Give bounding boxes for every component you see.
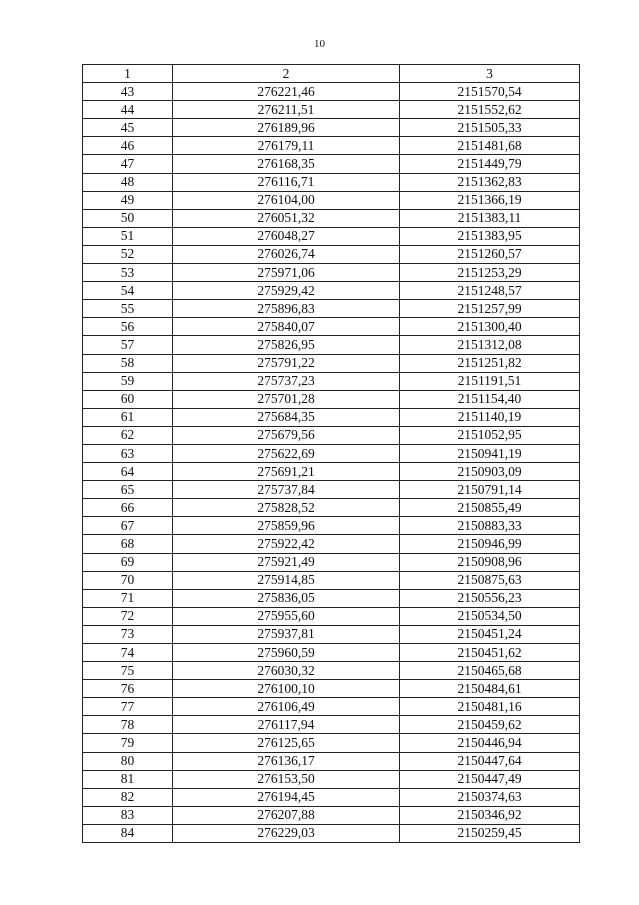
x-coordinate-cell: 275826,95 [173,336,400,354]
y-coordinate-cell: 2151362,83 [400,173,580,191]
x-coordinate-cell: 276117,94 [173,716,400,734]
table-row [83,191,580,209]
y-coordinate-cell: 2151449,79 [400,155,580,173]
table-row [83,336,580,354]
point-number-cell: 49 [83,191,173,209]
table-row [83,426,580,444]
table-row [83,535,580,553]
table-row [83,372,580,390]
point-number-cell: 79 [83,734,173,752]
point-number-cell: 64 [83,463,173,481]
x-coordinate-cell: 276153,50 [173,770,400,788]
point-number-cell: 80 [83,752,173,770]
table-row [83,155,580,173]
x-coordinate-cell: 275828,52 [173,499,400,517]
point-number-cell: 66 [83,499,173,517]
x-coordinate-cell: 276125,65 [173,734,400,752]
y-coordinate-cell: 2151191,51 [400,372,580,390]
table-row [83,698,580,716]
header-cell-y: 3 [400,65,580,83]
x-coordinate-cell: 275937,81 [173,625,400,643]
y-coordinate-cell: 2151481,68 [400,137,580,155]
x-coordinate-cell: 275960,59 [173,644,400,662]
y-coordinate-cell: 2150459,62 [400,716,580,734]
point-number-cell: 53 [83,264,173,282]
page-number: 10 [314,38,325,50]
y-coordinate-cell: 2151260,57 [400,245,580,263]
point-number-cell: 81 [83,770,173,788]
table-row [83,553,580,571]
y-coordinate-cell: 2150446,94 [400,734,580,752]
y-coordinate-cell: 2150447,49 [400,770,580,788]
point-number-cell: 44 [83,101,173,119]
y-coordinate-cell: 2150875,63 [400,571,580,589]
point-number-cell: 73 [83,625,173,643]
x-coordinate-cell: 276048,27 [173,227,400,245]
x-coordinate-cell: 275622,69 [173,444,400,462]
y-coordinate-cell: 2150903,09 [400,463,580,481]
table-row [83,625,580,643]
y-coordinate-cell: 2150883,33 [400,517,580,535]
x-coordinate-cell: 275737,84 [173,481,400,499]
coordinates-table [82,64,580,843]
point-number-cell: 72 [83,607,173,625]
header-cell-point: 1 [83,65,173,83]
point-number-cell: 58 [83,354,173,372]
point-number-cell: 48 [83,173,173,191]
x-coordinate-cell: 275836,05 [173,589,400,607]
point-number-cell: 47 [83,155,173,173]
point-number-cell: 45 [83,119,173,137]
x-coordinate-cell: 276051,32 [173,209,400,227]
table-row [83,390,580,408]
point-number-cell: 83 [83,806,173,824]
point-number-cell: 60 [83,390,173,408]
y-coordinate-cell: 2150941,19 [400,444,580,462]
y-coordinate-cell: 2150484,61 [400,680,580,698]
x-coordinate-cell: 276106,49 [173,698,400,716]
table-row [83,517,580,535]
table-header-row [83,65,580,83]
y-coordinate-cell: 2151552,62 [400,101,580,119]
point-number-cell: 67 [83,517,173,535]
point-number-cell: 43 [83,83,173,101]
x-coordinate-cell: 275701,28 [173,390,400,408]
point-number-cell: 55 [83,300,173,318]
table-row [83,300,580,318]
table-row [83,788,580,806]
point-number-cell: 76 [83,680,173,698]
point-number-cell: 51 [83,227,173,245]
point-number-cell: 57 [83,336,173,354]
table-row [83,318,580,336]
table-row [83,137,580,155]
point-number-cell: 50 [83,209,173,227]
table-row [83,716,580,734]
point-number-cell: 78 [83,716,173,734]
x-coordinate-cell: 276026,74 [173,245,400,263]
x-coordinate-cell: 275684,35 [173,408,400,426]
point-number-cell: 75 [83,662,173,680]
x-coordinate-cell: 276116,71 [173,173,400,191]
table-row [83,770,580,788]
table-body [83,65,580,843]
x-coordinate-cell: 275922,42 [173,535,400,553]
x-coordinate-cell: 275896,83 [173,300,400,318]
x-coordinate-cell: 276168,35 [173,155,400,173]
table-row [83,734,580,752]
point-number-cell: 46 [83,137,173,155]
point-number-cell: 70 [83,571,173,589]
y-coordinate-cell: 2150481,16 [400,698,580,716]
table-row [83,752,580,770]
point-number-cell: 54 [83,282,173,300]
point-number-cell: 68 [83,535,173,553]
y-coordinate-cell: 2151248,57 [400,282,580,300]
table-row [83,354,580,372]
x-coordinate-cell: 275955,60 [173,607,400,625]
x-coordinate-cell: 276211,51 [173,101,400,119]
x-coordinate-cell: 276179,11 [173,137,400,155]
table-row [83,444,580,462]
x-coordinate-cell: 276030,32 [173,662,400,680]
header-cell-x: 2 [173,65,400,83]
table-row [83,245,580,263]
table-row [83,408,580,426]
y-coordinate-cell: 2151505,33 [400,119,580,137]
y-coordinate-cell: 2151251,82 [400,354,580,372]
point-number-cell: 63 [83,444,173,462]
y-coordinate-cell: 2151253,29 [400,264,580,282]
point-number-cell: 71 [83,589,173,607]
x-coordinate-cell: 276100,10 [173,680,400,698]
y-coordinate-cell: 2150908,96 [400,553,580,571]
table-row [83,227,580,245]
x-coordinate-cell: 275971,06 [173,264,400,282]
y-coordinate-cell: 2150259,45 [400,824,580,842]
point-number-cell: 61 [83,408,173,426]
point-number-cell: 56 [83,318,173,336]
y-coordinate-cell: 2150465,68 [400,662,580,680]
x-coordinate-cell: 275737,23 [173,372,400,390]
point-number-cell: 65 [83,481,173,499]
table-row [83,680,580,698]
y-coordinate-cell: 2150556,23 [400,589,580,607]
x-coordinate-cell: 276189,96 [173,119,400,137]
y-coordinate-cell: 2150451,62 [400,644,580,662]
point-number-cell: 77 [83,698,173,716]
y-coordinate-cell: 2150451,24 [400,625,580,643]
x-coordinate-cell: 275840,07 [173,318,400,336]
table-row [83,83,580,101]
x-coordinate-cell: 276207,88 [173,806,400,824]
x-coordinate-cell: 275791,22 [173,354,400,372]
table-row [83,209,580,227]
x-coordinate-cell: 276221,46 [173,83,400,101]
x-coordinate-cell: 275679,56 [173,426,400,444]
x-coordinate-cell: 275914,85 [173,571,400,589]
y-coordinate-cell: 2151300,40 [400,318,580,336]
point-number-cell: 69 [83,553,173,571]
table-row [83,824,580,842]
table-row [83,119,580,137]
y-coordinate-cell: 2150855,49 [400,499,580,517]
point-number-cell: 84 [83,824,173,842]
table-row [83,264,580,282]
x-coordinate-cell: 276136,17 [173,752,400,770]
table-row [83,101,580,119]
x-coordinate-cell: 275859,96 [173,517,400,535]
y-coordinate-cell: 2151366,19 [400,191,580,209]
x-coordinate-cell: 276104,00 [173,191,400,209]
y-coordinate-cell: 2150346,92 [400,806,580,824]
table-row [83,173,580,191]
point-number-cell: 59 [83,372,173,390]
point-number-cell: 74 [83,644,173,662]
y-coordinate-cell: 2151257,99 [400,300,580,318]
y-coordinate-cell: 2151140,19 [400,408,580,426]
x-coordinate-cell: 275921,49 [173,553,400,571]
y-coordinate-cell: 2151312,08 [400,336,580,354]
x-coordinate-cell: 276229,03 [173,824,400,842]
y-coordinate-cell: 2150534,50 [400,607,580,625]
x-coordinate-cell: 276194,45 [173,788,400,806]
table-row [83,644,580,662]
x-coordinate-cell: 275929,42 [173,282,400,300]
y-coordinate-cell: 2150374,63 [400,788,580,806]
y-coordinate-cell: 2151154,40 [400,390,580,408]
y-coordinate-cell: 2151570,54 [400,83,580,101]
table-row [83,463,580,481]
y-coordinate-cell: 2151383,11 [400,209,580,227]
y-coordinate-cell: 2150946,99 [400,535,580,553]
table-row [83,481,580,499]
y-coordinate-cell: 2151383,95 [400,227,580,245]
table-row [83,589,580,607]
table-row [83,282,580,300]
table-row [83,806,580,824]
y-coordinate-cell: 2151052,95 [400,426,580,444]
table-row [83,607,580,625]
y-coordinate-cell: 2150791,14 [400,481,580,499]
x-coordinate-cell: 275691,21 [173,463,400,481]
table-row [83,499,580,517]
y-coordinate-cell: 2150447,64 [400,752,580,770]
table-row [83,662,580,680]
point-number-cell: 82 [83,788,173,806]
point-number-cell: 52 [83,245,173,263]
point-number-cell: 62 [83,426,173,444]
table-row [83,571,580,589]
